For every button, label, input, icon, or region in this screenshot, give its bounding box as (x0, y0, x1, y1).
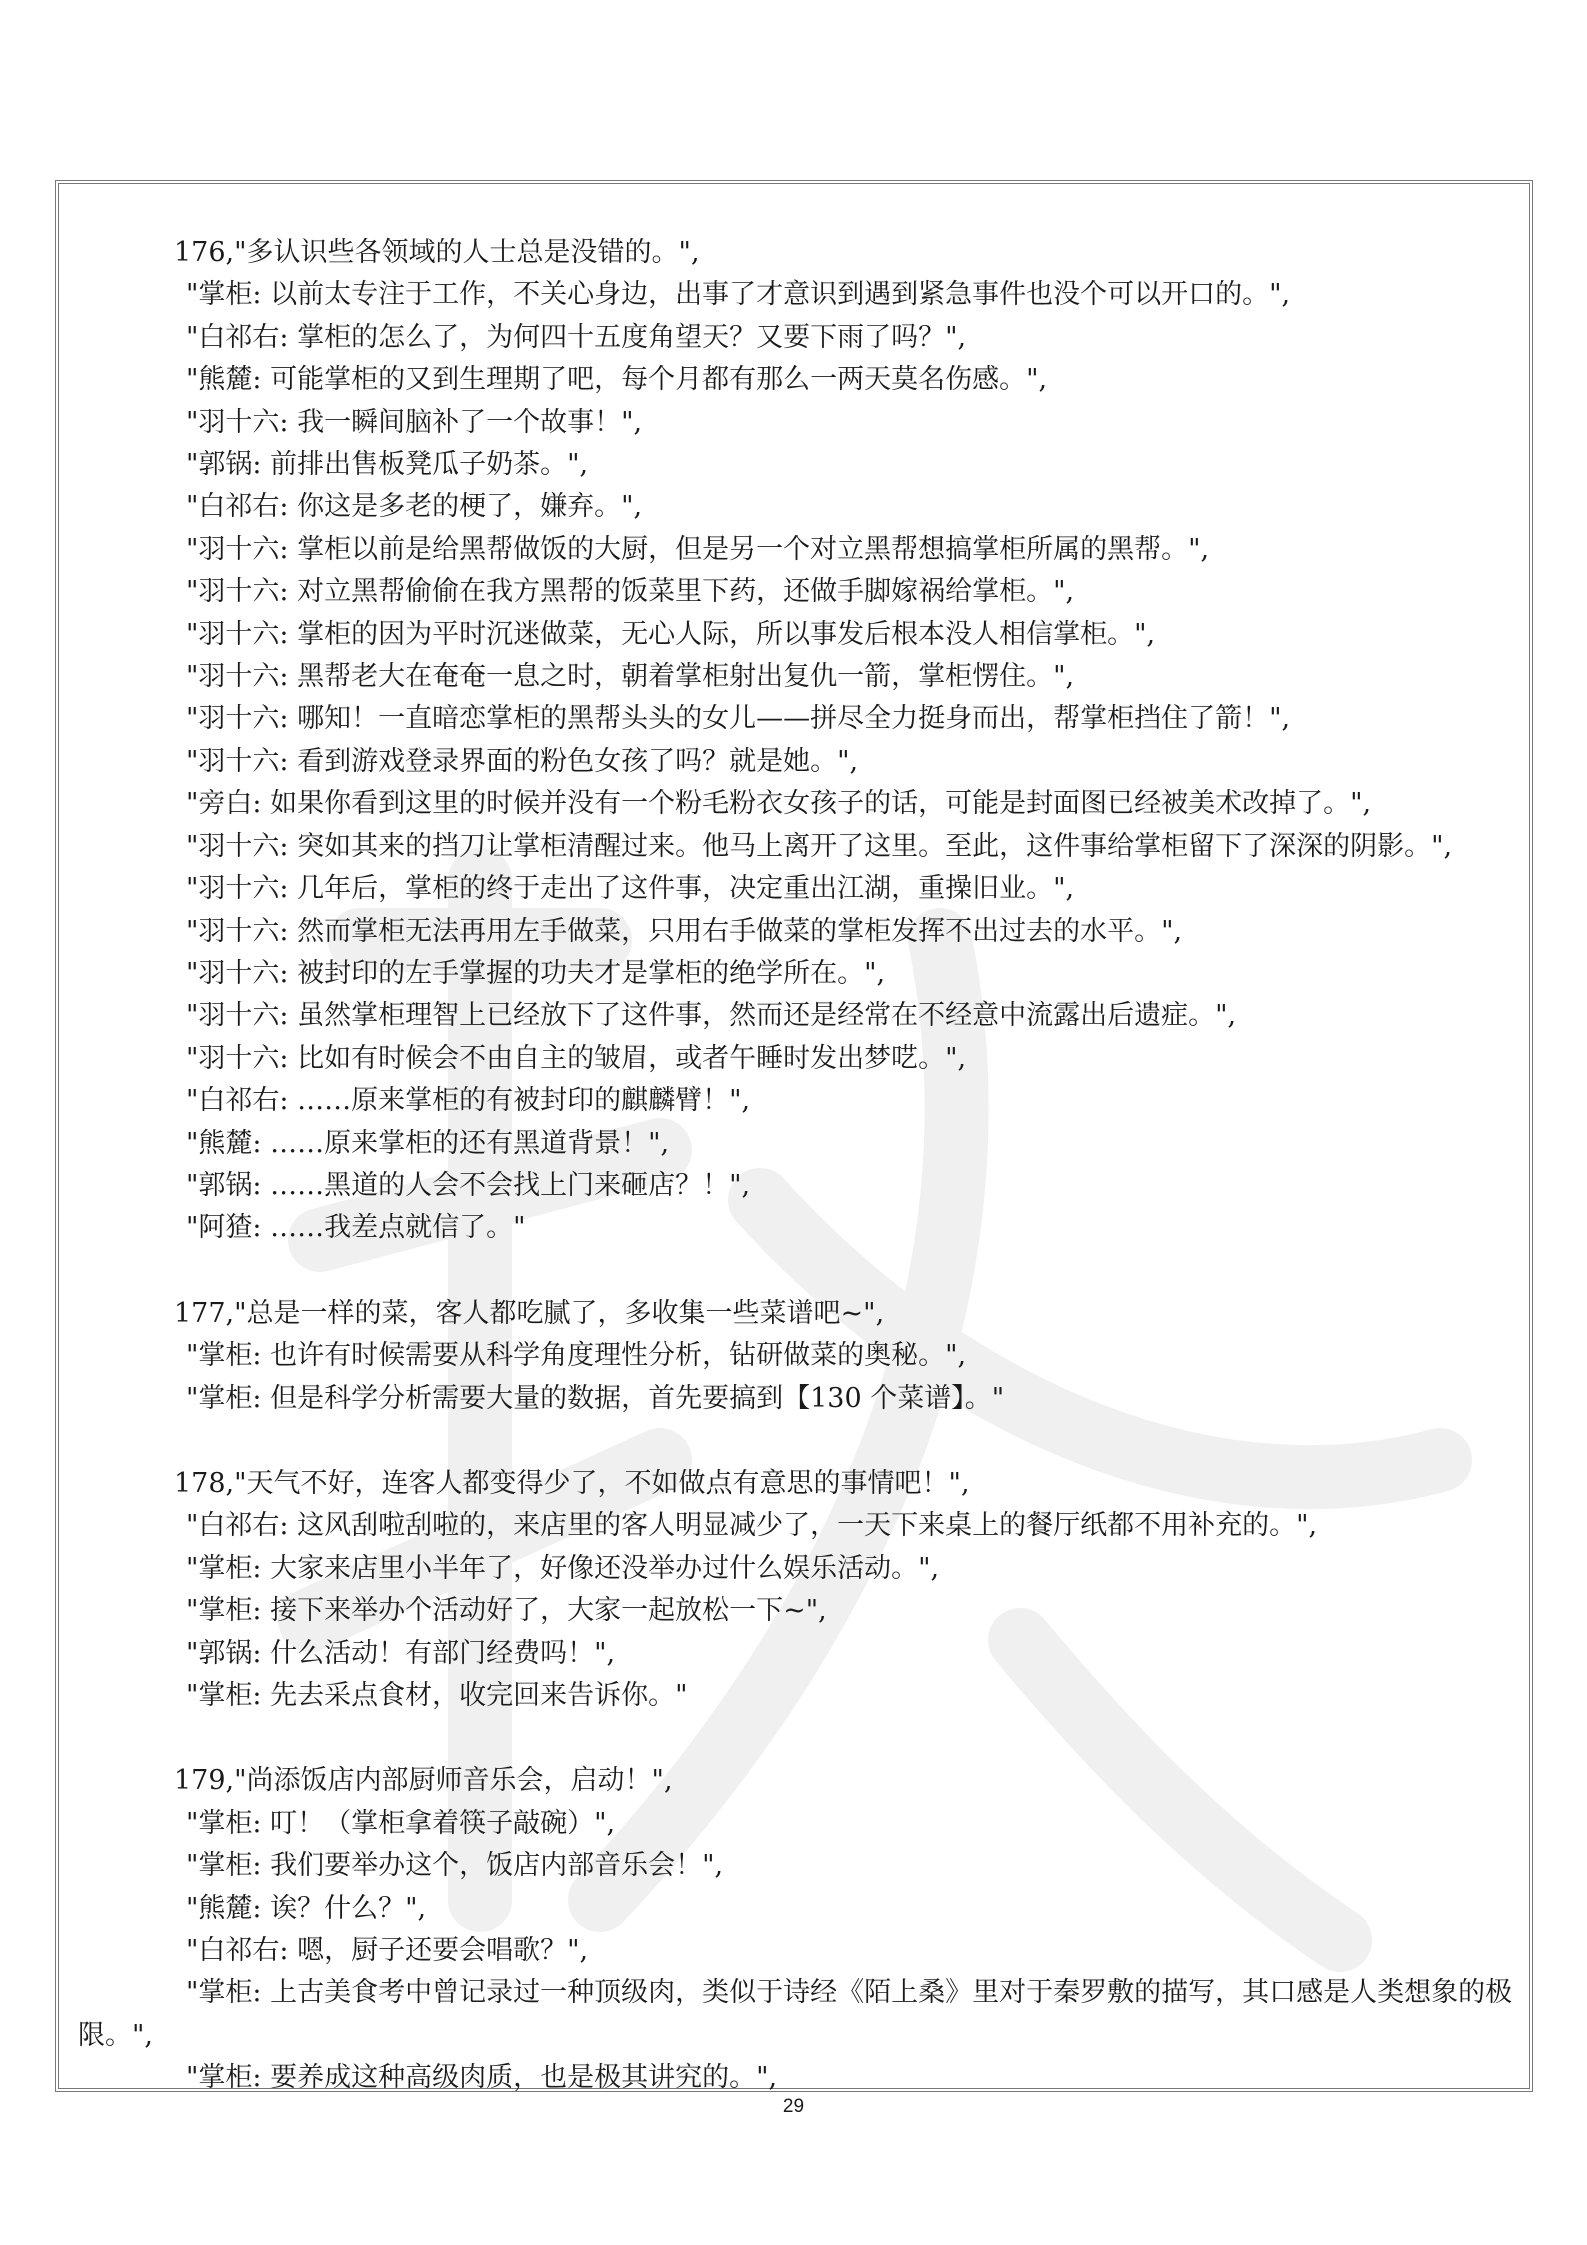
dialogue-line: "羽十六: 看到游戏登录界面的粉色女孩了吗？就是她。", (186, 745, 859, 777)
dialogue-line: "羽十六: 比如有时候会不由自主的皱眉，或者午睡时发出梦呓。", (186, 1042, 967, 1074)
entry-heading: 178,"天气不好，连客人都变得少了，不如做点有意思的事情吧！", (174, 1467, 970, 1499)
dialogue-line: "羽十六: 黑帮老大在奄奄一息之时，朝着掌柜射出复仇一箭，掌柜愣住。", (186, 661, 1075, 693)
dialogue-line: "掌柜: 我们要举办这个，饭店内部音乐会！", (186, 1850, 724, 1882)
dialogue-block-176 (78, 232, 1518, 1250)
entry-heading: 176,"多认识些各领域的人士总是没错的。", (174, 237, 700, 268)
dialogue-block-179 (78, 1760, 1518, 2099)
dialogue-line: "羽十六: 掌柜的因为平时沉迷做菜，无心人际，所以事发后根本没人相信掌柜。", (186, 618, 1156, 650)
dialogue-line: "掌柜: 以前太专注于工作，不关心身边，出事了才意识到遇到紧急事件也没个可以开口的。", (186, 279, 1291, 311)
dialogue-line: "熊麓: ……原来掌柜的还有黑道背景！", (186, 1127, 670, 1159)
dialogue-line: "掌柜: 但是科学分析需要大量的数据，首先要搞到【130 个菜谱】。" (186, 1382, 1005, 1414)
dialogue-line: "掌柜: 叮！（掌柜拿着筷子敲碗）", (186, 1807, 616, 1839)
dialogue-line: "羽十六: 掌柜以前是给黑帮做饭的大厨，但是另一个对立黑帮想搞掌柜所属的黑帮。", (186, 533, 1210, 565)
page-number: 29 (782, 2096, 805, 2117)
dialogue-line: "郭锅: ……黑道的人会不会找上门来砸店？！", (186, 1169, 751, 1201)
dialogue-line: "羽十六: 被封印的左手掌握的功夫才是掌柜的绝学所在。", (186, 957, 886, 989)
dialogue-line: "郭锅: 什么活动！有部门经费吗！", (186, 1637, 616, 1669)
dialogue-line: "郭锅: 前排出售板凳瓜子奶茶。", (186, 449, 589, 481)
dialogue-line: "羽十六: 几年后，掌柜的终于走出了这件事，决定重出江湖，重操旧业。", (186, 873, 1075, 905)
dialogue-line: "羽十六: 然而掌柜无法再用左手做菜，只用右手做菜的掌柜发挥不出过去的水平。", (186, 915, 1183, 947)
dialogue-line: "白祁右: 掌柜的怎么了，为何四十五度角望天？又要下雨了吗？", (186, 321, 967, 353)
entry-heading: 177,"总是一样的菜，客人都吃腻了，多收集一些菜谱吧~", (174, 1297, 885, 1329)
dialogue-line: "掌柜: 接下来举办个活动好了，大家一起放松一下~", (186, 1595, 827, 1627)
dialogue-line: "白祁右: 这风刮啦刮啦的，来店里的客人明显减少了，一天下来桌上的餐厅纸都不用补充的。", (186, 1510, 1318, 1542)
dialogue-line: "羽十六: 哪知！一直暗恋掌柜的黑帮头头的女儿——拼尽全力挺身而出，帮掌柜挡住了箭！", (186, 703, 1291, 735)
dialogue-line: "白祁右: 你这是多老的梗了，嫌弃。", (186, 491, 643, 523)
dialogue-line: "掌柜: 要养成这种高级肉质，也是极其讲究的。", (186, 2062, 778, 2094)
dialogue-line: "掌柜: 大家来店里小半年了，好像还没举办过什么娱乐活动。", (186, 1552, 940, 1584)
dialogue-line: "熊麓: 诶？什么？", (186, 1892, 427, 1924)
document-body (78, 232, 1518, 2143)
dialogue-line: "羽十六: 突如其来的挡刀让掌柜清醒过来。他马上离开了这里。至此，这件事给掌柜留下了深深的阴影。", (186, 830, 1453, 862)
dialogue-line: "羽十六: 我一瞬间脑补了一个故事！", (186, 406, 643, 438)
dialogue-line: "掌柜: 也许有时候需要从科学角度理性分析，钻研做菜的奥秘。", (186, 1340, 967, 1372)
entry-heading: 179,"尚添饭店内部厨师音乐会，启动！", (174, 1765, 673, 1797)
dialogue-line: "阿猹: ……我差点就信了。" (186, 1212, 526, 1244)
dialogue-line: "羽十六: 对立黑帮偷偷在我方黑帮的饭菜里下药，还做手脚嫁祸给掌柜。", (186, 576, 1075, 608)
dialogue-line: "羽十六: 虽然掌柜理智上已经放下了这件事，然而还是经常在不经意中流露出后遗症。", (186, 1000, 1237, 1032)
dialogue-line: "旁白: 如果你看到这里的时候并没有一个粉毛粉衣女孩子的话，可能是封面图已经被美术改掉了。", (186, 788, 1372, 820)
dialogue-line-wrapped: "掌柜: 上古美食考中曾记录过一种顶级肉，类似于诗经《陌上桑》里对于秦罗敷的描写，其口感是人类想象的极限。", (78, 1977, 1513, 2051)
dialogue-block-177 (78, 1293, 1518, 1420)
dialogue-line: "掌柜: 先去采点食材，收完回来告诉你。" (186, 1680, 688, 1711)
dialogue-line: "白祁右: ……原来掌柜的有被封印的麒麟臂！", (186, 1085, 751, 1117)
dialogue-line: "白祁右: 嗯，厨子还要会唱歌？", (186, 1935, 589, 1967)
dialogue-block-178 (78, 1463, 1518, 1717)
dialogue-line: "熊麓: 可能掌柜的又到生理期了吧，每个月都有那么一两天莫名伤感。", (186, 364, 1048, 396)
